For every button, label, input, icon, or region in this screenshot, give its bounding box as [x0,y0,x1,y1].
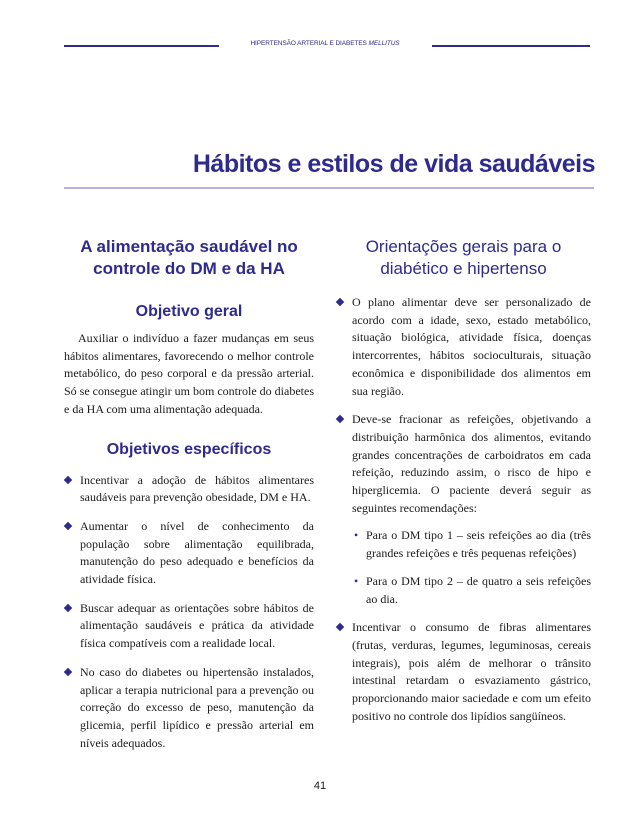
recomendacoes-list [336,527,591,608]
running-head-italic: MELLITUS [368,40,400,47]
right-column [336,236,591,736]
section-title-alimentacao [64,236,314,280]
diamond-bullet-icon [336,623,344,631]
objetivos-especificos-title: Objetivos específicos [106,440,272,458]
diamond-bullet-icon [64,522,72,530]
section-title-orientacoes [336,236,591,280]
list-item-text: No caso do diabetes ou hipertensão instalados, aplicar a terapia nutricional para a prevenção ou correção do excesso de peso, manutenção da glicemia, perfil lipídico e pressão arterial em níveis adequados. [80,664,314,750]
list-item [64,518,314,589]
section-title-line1: Orientações gerais para o [365,237,562,256]
section-title-line2: diabético e hipertenso [380,259,547,278]
diamond-bullet-icon [336,298,344,306]
diamond-bullet-icon [64,603,72,611]
objetivo-geral-text: Auxiliar o indivíduo a fazer mudanças em seus hábitos alimentares, favorecendo o melhor controle metabólico, do peso corporal e da pressão arterial. Só se consegue atingir um bom controle do diabetes e da HA com uma alimentação adequada. [64,331,314,416]
list-item [336,294,591,400]
list-item [336,411,591,608]
list-item-text: Incentivar o consumo de fibras alimentares (frutas, verduras, legumes, leguminosas, cereais integrais), pois além de melhorar o trânsito intestinal retardam o esvaziamento gástrico, proporcionando maior saciedade e com um efeito positivo no controle dos lipídios sangüíneos. [352,620,591,723]
orientacoes-list [336,294,591,725]
sub-list-item [336,527,591,562]
header-rule-left [64,45,219,47]
diamond-bullet-icon [64,668,72,676]
list-item-text: Deve-se fracionar as refeições, objetivando a distribuição harmônica dos alimentos, evitando grandes concentrações de carboidratos em cada refeição, reduzindo assim, o risco de hipo e hiperglicemia. O paciente deverá seguir as seguintes recomendações: [352,412,591,515]
list-item [64,600,314,653]
page-title: Hábitos e estilos de vida saudáveis [192,150,595,178]
section-title-line1: A alimentação saudável no [80,237,298,256]
dot-bullet-icon: • [354,573,359,588]
section-title-line2: controle do DM e da HA [93,259,285,278]
sub-list-item-text: Para o DM tipo 1 – seis refeições ao dia (três grandes refeições e três pequenas refeições) [366,528,591,561]
diamond-bullet-icon [336,415,344,423]
list-item-text: Aumentar o nível de conhecimento da população sobre alimentação equilibrada, manutenção do peso adequado e benefícios da atividade física. [80,518,314,587]
objetivo-geral-title: Objetivo geral [135,303,243,320]
list-item-text: Buscar adequar as orientações sobre hábitos de alimentação saudáveis e prática da atividade física compatíveis com a realidade local. [80,600,314,651]
title-rule [64,187,594,189]
left-column [64,236,314,763]
list-item-text: Incentivar a adoção de hábitos alimentares saudáveis para prevenção obesidade, DM e HA. [80,472,314,505]
list-item-text: O plano alimentar deve ser personalizado de acordo com a idade, sexo, estado metabólico, situação biológica, atividade física, doenças intercorrentes, hábitos socioculturais, situação econômica e disponibilidade dos alimentos em sua região. [352,295,591,398]
objetivos-list [64,472,314,753]
list-item [64,664,314,753]
list-item [336,619,591,725]
sub-list-item [336,573,591,608]
dot-bullet-icon: • [354,528,359,543]
list-item [64,472,314,507]
sub-list-item-text: Para o DM tipo 2 – de quatro a seis refeições ao dia. [366,573,591,606]
running-head [220,40,430,47]
diamond-bullet-icon [64,475,72,483]
running-head-text: HIPERTENSÃO ARTERIAL E DIABETES [250,40,367,47]
page-number: 41 [313,780,327,792]
header-rule-right [432,45,590,47]
